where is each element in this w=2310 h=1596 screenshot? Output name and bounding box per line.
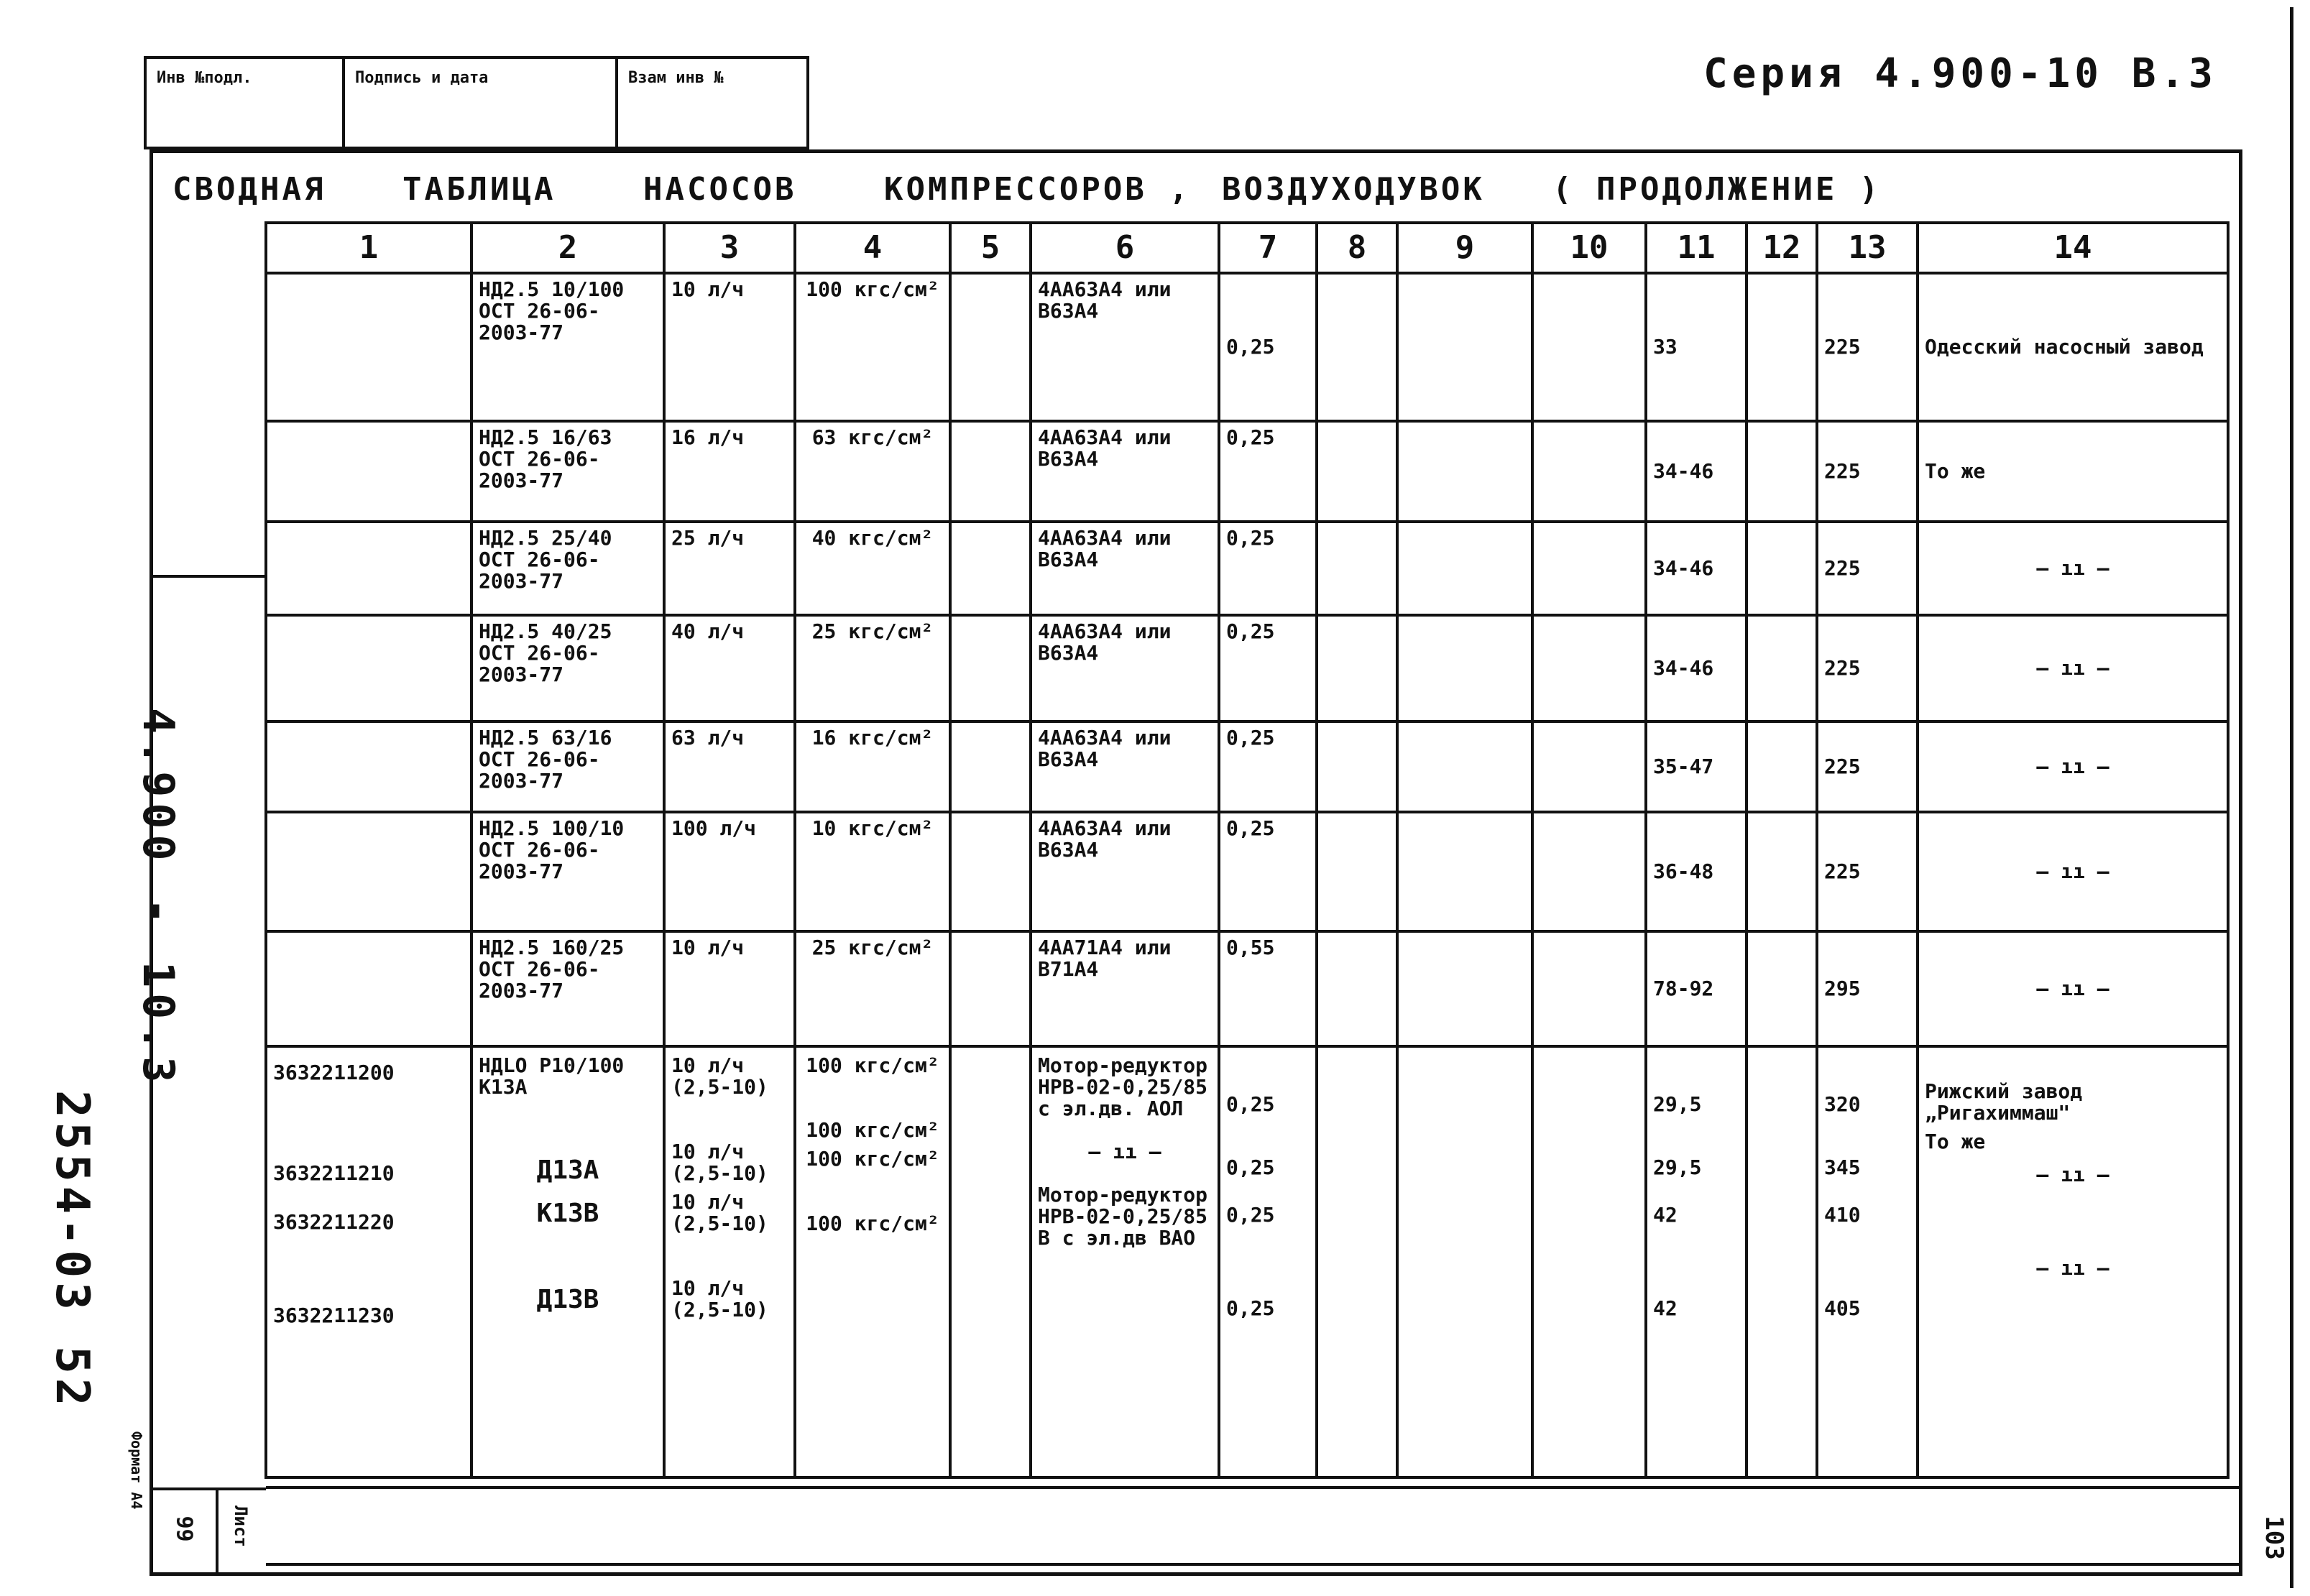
cell-empty xyxy=(1317,522,1397,615)
cell-pressure: 100 кгс/см² xyxy=(795,273,950,421)
col-header: 11 xyxy=(1646,223,1747,273)
cell-price: 225 xyxy=(1817,421,1918,522)
cell-empty xyxy=(950,615,1031,721)
cell-empty xyxy=(1397,273,1532,421)
cell-maker: — ıı — xyxy=(1918,812,2228,931)
bottom-table-line xyxy=(266,1486,2242,1489)
cell-empty xyxy=(950,931,1031,1046)
cell-model: НД2.5 160/25 ОСТ 26-06-2003-77 xyxy=(471,931,664,1046)
cell-power: 0,55 xyxy=(1219,931,1317,1046)
right-edge-line xyxy=(2290,7,2293,1588)
cell-weight: 78-92 xyxy=(1646,931,1747,1046)
cell-empty xyxy=(1317,273,1397,421)
cell-motors xyxy=(1031,1046,1219,1477)
riga-pressure-4: 100 кгс/см² xyxy=(806,1212,939,1235)
cell-empty xyxy=(1747,1046,1817,1477)
col-header: 1 xyxy=(266,223,471,273)
cell-powers xyxy=(1219,1046,1317,1477)
table-row xyxy=(266,721,2228,812)
cell-motor: 4АА63А4 или В63А4 xyxy=(1031,615,1219,721)
cell-price: 225 xyxy=(1817,615,1918,721)
cell-empty xyxy=(1532,421,1646,522)
cell-price: 225 xyxy=(1817,522,1918,615)
cell-empty xyxy=(1532,522,1646,615)
cell-flow: 25 л/ч xyxy=(664,522,795,615)
cell-flow: 63 л/ч xyxy=(664,721,795,812)
stamp-sign-cell xyxy=(342,56,618,149)
header-row xyxy=(266,223,2228,273)
cell-motor: 4АА63А4 или В63А4 xyxy=(1031,522,1219,615)
format-label: Формат А4 xyxy=(128,1431,145,1510)
riga-price-3: 410 xyxy=(1824,1203,1861,1227)
cell-empty xyxy=(1317,812,1397,931)
cell-empty xyxy=(1397,721,1532,812)
riga-code-3: 3632211220 xyxy=(273,1210,395,1234)
cell-empty xyxy=(1397,615,1532,721)
cell-power: 0,25 xyxy=(1219,615,1317,721)
cell-empty xyxy=(1317,1046,1397,1477)
cell-power: 0,25 xyxy=(1219,273,1317,421)
title-word-1: СВОДНАЯ xyxy=(172,171,326,208)
cell-weight: 36-48 xyxy=(1646,812,1747,931)
riga-motor-ditto: — ıı — xyxy=(1088,1140,1161,1163)
cell-maker: То же xyxy=(1918,421,2228,522)
cell-power: 0,25 xyxy=(1219,812,1317,931)
table-row xyxy=(266,812,2228,931)
cell-weights xyxy=(1646,1046,1747,1477)
cell-empty xyxy=(1532,931,1646,1046)
stamp-replace-label: Взам инв № xyxy=(628,69,724,87)
title-word-4: КОМПРЕССОРОВ , xyxy=(884,171,1191,208)
cell-model: НД2.5 100/10 ОСТ 26-06-2003-77 xyxy=(471,812,664,931)
col-header: 2 xyxy=(471,223,664,273)
riga-power-4: 0,25 xyxy=(1226,1296,1275,1320)
cell-empty xyxy=(1532,273,1646,421)
cell-empty xyxy=(1747,522,1817,615)
title-word-2: ТАБЛИЦА xyxy=(402,171,556,208)
cell-empty xyxy=(950,721,1031,812)
col-header: 9 xyxy=(1397,223,1532,273)
riga-flow-3: 10 л/ч (2,5-10) xyxy=(671,1190,768,1235)
riga-power-1: 0,25 xyxy=(1226,1092,1275,1116)
cell-motor: 4АА71А4 или В71А4 xyxy=(1031,931,1219,1046)
cell-empty xyxy=(950,522,1031,615)
col-header: 5 xyxy=(950,223,1031,273)
cell-power: 0,25 xyxy=(1219,421,1317,522)
riga-model-3: К13В xyxy=(536,1199,599,1228)
cell-codes xyxy=(266,1046,471,1477)
cell-code xyxy=(266,615,471,721)
cell-pressure: 10 кгс/см² xyxy=(795,812,950,931)
table-row xyxy=(266,273,2228,421)
cell-empty xyxy=(1397,931,1532,1046)
cell-empty xyxy=(1317,421,1397,522)
col-header: 6 xyxy=(1031,223,1219,273)
riga-flow-1: 10 л/ч (2,5-10) xyxy=(671,1053,768,1099)
cell-power: 0,25 xyxy=(1219,522,1317,615)
cell-motor: 4АА63А4 или В63А4 xyxy=(1031,421,1219,522)
riga-maker-4: — ıı — xyxy=(2036,1256,2109,1280)
table-row xyxy=(266,421,2228,522)
cell-code xyxy=(266,522,471,615)
riga-flow-4: 10 л/ч (2,5-10) xyxy=(671,1276,768,1321)
riga-model-4: Д13В xyxy=(536,1285,599,1314)
side-divider-line xyxy=(149,575,266,578)
cell-model: НД2.5 40/25 ОСТ 26-06-2003-77 xyxy=(471,615,664,721)
cell-models xyxy=(471,1046,664,1477)
sheet-number: 99 xyxy=(171,1516,197,1542)
col-header: 12 xyxy=(1747,223,1817,273)
col-header: 13 xyxy=(1817,223,1918,273)
cell-empty xyxy=(950,812,1031,931)
cell-model: НД2.5 16/63 ОСТ 26-06-2003-77 xyxy=(471,421,664,522)
cell-price: 295 xyxy=(1817,931,1918,1046)
cell-pressure: 25 кгс/см² xyxy=(795,615,950,721)
cell-empty xyxy=(1747,721,1817,812)
cell-flow: 16 л/ч xyxy=(664,421,795,522)
riga-weight-4: 42 xyxy=(1653,1296,1678,1320)
stamp-inv-label: Инв №подл. xyxy=(157,69,252,87)
cell-empty xyxy=(1397,1046,1532,1477)
cell-model: НД2.5 25/40 ОСТ 26-06-2003-77 xyxy=(471,522,664,615)
riga-motor-2: Мотор-редуктор НРВ-02-0,25/85 В с эл.дв ВАО xyxy=(1038,1183,1208,1250)
cell-maker: — ıı — xyxy=(1918,931,2228,1046)
cell-weight: 34-46 xyxy=(1646,522,1747,615)
stamp-inv-cell xyxy=(144,56,345,149)
cell-flow: 40 л/ч xyxy=(664,615,795,721)
cell-empty xyxy=(1532,615,1646,721)
riga-maker-3: — ıı — xyxy=(2036,1163,2109,1186)
cell-empty xyxy=(950,273,1031,421)
riga-maker-2: То же xyxy=(1925,1130,1986,1153)
riga-pressure-2: 100 кгс/см² xyxy=(806,1118,939,1142)
cell-empty xyxy=(1747,931,1817,1046)
riga-pressure-1: 100 кгс/см² xyxy=(806,1053,939,1077)
riga-pressure-3: 100 кгс/см² xyxy=(806,1147,939,1171)
cell-empty xyxy=(1532,1046,1646,1477)
stamp-replace-cell xyxy=(615,56,809,149)
cell-price: 225 xyxy=(1817,273,1918,421)
cell-code xyxy=(266,273,471,421)
cell-code xyxy=(266,931,471,1046)
cell-empty xyxy=(1397,522,1532,615)
stamp-sign-label: Подпись и дата xyxy=(355,69,489,87)
col-header: 3 xyxy=(664,223,795,273)
riga-flow-2: 10 л/ч (2,5-10) xyxy=(671,1140,768,1185)
table-row xyxy=(266,522,2228,615)
series-label: Серия 4.900-10 В.3 xyxy=(1703,50,2217,97)
cell-maker: — ıı — xyxy=(1918,522,2228,615)
cell-pressure: 40 кгс/см² xyxy=(795,522,950,615)
cell-empty xyxy=(1747,615,1817,721)
cell-code xyxy=(266,812,471,931)
cell-empty xyxy=(1317,615,1397,721)
riga-code-2: 3632211210 xyxy=(273,1161,395,1185)
title-word-3: НАСОСОВ xyxy=(643,171,797,208)
cell-empty xyxy=(1747,273,1817,421)
riga-model-1: НДLO Р10/100 К13А xyxy=(479,1053,625,1099)
cell-empty xyxy=(1397,812,1532,931)
riga-motor-1: Мотор-редуктор НРВ-02-0,25/85 с эл.дв. АОЛ xyxy=(1038,1053,1208,1120)
cell-price: 225 xyxy=(1817,721,1918,812)
riga-power-2: 0,25 xyxy=(1226,1156,1275,1179)
cell-power: 0,25 xyxy=(1219,721,1317,812)
table-row-riga xyxy=(266,1046,2228,1477)
cell-model: НД2.5 63/16 ОСТ 26-06-2003-77 xyxy=(471,721,664,812)
riga-price-1: 320 xyxy=(1824,1092,1861,1116)
cell-weight: 34-46 xyxy=(1646,421,1747,522)
cell-flow: 100 л/ч xyxy=(664,812,795,931)
cell-weight: 35-47 xyxy=(1646,721,1747,812)
riga-price-4: 405 xyxy=(1824,1296,1861,1320)
cell-motor: 4АА63А4 или В63А4 xyxy=(1031,273,1219,421)
cell-empty xyxy=(1397,421,1532,522)
cell-pressure: 63 кгс/см² xyxy=(795,421,950,522)
riga-code-1: 3632211200 xyxy=(273,1061,395,1084)
cell-empty xyxy=(950,421,1031,522)
col-header: 4 xyxy=(795,223,950,273)
cell-empty xyxy=(1747,812,1817,931)
cell-empty xyxy=(1317,931,1397,1046)
side-bottom-line xyxy=(149,1487,266,1490)
cell-pressures xyxy=(795,1046,950,1477)
cell-empty xyxy=(1747,421,1817,522)
riga-code-4: 3632211230 xyxy=(273,1304,395,1327)
cell-code xyxy=(266,721,471,812)
side-inv-number: 2554-03 52 xyxy=(45,1090,98,1411)
cell-motor: 4АА63А4 или В63А4 xyxy=(1031,812,1219,931)
cell-weight: 34-46 xyxy=(1646,615,1747,721)
col-header: 14 xyxy=(1918,223,2228,273)
cell-pressure: 25 кгс/см² xyxy=(795,931,950,1046)
sheet-label: Лист xyxy=(231,1505,251,1547)
riga-weight-2: 29,5 xyxy=(1653,1156,1702,1179)
page-number: 103 xyxy=(2260,1516,2288,1560)
col-header: 8 xyxy=(1317,223,1397,273)
cell-pressure: 16 кгс/см² xyxy=(795,721,950,812)
col-header: 10 xyxy=(1532,223,1646,273)
side-mid-line xyxy=(216,1487,218,1576)
cell-flow: 10 л/ч xyxy=(664,273,795,421)
cell-price: 225 xyxy=(1817,812,1918,931)
cell-code xyxy=(266,421,471,522)
riga-maker-1: Рижский завод „Ригахиммаш" xyxy=(1925,1079,2083,1125)
table-row xyxy=(266,615,2228,721)
cell-model: НД2.5 10/100 ОСТ 26-06-2003-77 xyxy=(471,273,664,421)
riga-weight-3: 42 xyxy=(1653,1203,1678,1227)
title-word-5: ВОЗДУХОДУВОК xyxy=(1222,171,1485,208)
cell-flow: 10 л/ч xyxy=(664,931,795,1046)
cell-motor: 4АА63А4 или В63А4 xyxy=(1031,721,1219,812)
riga-power-3: 0,25 xyxy=(1226,1203,1275,1227)
col-header: 7 xyxy=(1219,223,1317,273)
summary-table xyxy=(264,221,2230,1479)
cell-maker: Одесский насосный завод xyxy=(1918,273,2228,421)
cell-maker: — ıı — xyxy=(1918,721,2228,812)
bottom-mid-line xyxy=(266,1563,2242,1566)
cell-makers xyxy=(1918,1046,2228,1477)
riga-weight-1: 29,5 xyxy=(1653,1092,1702,1116)
riga-model-2: Д13А xyxy=(536,1156,599,1185)
cell-maker: — ıı — xyxy=(1918,615,2228,721)
table-row xyxy=(266,931,2228,1046)
cell-prices xyxy=(1817,1046,1918,1477)
title-word-6: ( ПРОДОЛЖЕНИЕ ) xyxy=(1552,171,1882,208)
cell-weight: 33 xyxy=(1646,273,1747,421)
cell-flows xyxy=(664,1046,795,1477)
cell-empty xyxy=(1317,721,1397,812)
side-code: 4.900 - 10.3 xyxy=(133,708,183,1089)
cell-empty xyxy=(950,1046,1031,1477)
cell-empty xyxy=(1532,721,1646,812)
cell-empty xyxy=(1532,812,1646,931)
riga-price-2: 345 xyxy=(1824,1156,1861,1179)
